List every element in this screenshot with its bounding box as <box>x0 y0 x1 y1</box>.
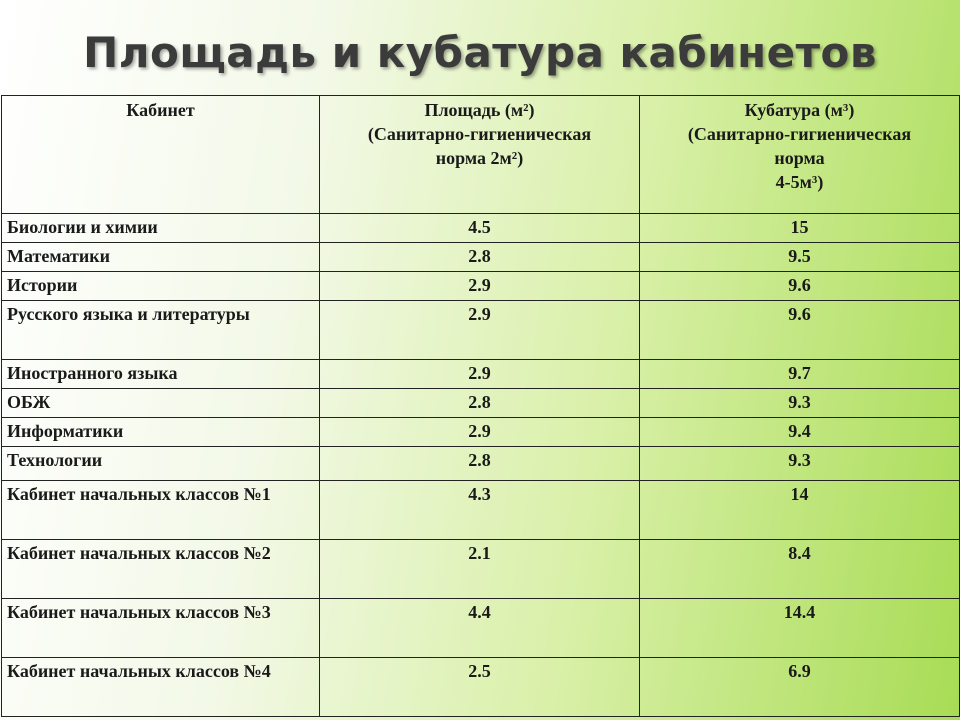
header-volume-line: Кубатура (м³) <box>744 100 855 120</box>
room-name: Информатики <box>2 418 320 447</box>
room-volume: 9.5 <box>640 243 960 272</box>
table-row <box>2 243 960 272</box>
room-area: 2.9 <box>320 418 640 447</box>
room-volume: 9.3 <box>640 389 960 418</box>
header-volume-line: норма <box>774 148 825 168</box>
room-volume: 6.9 <box>640 658 960 717</box>
header-area <box>320 96 640 214</box>
room-area: 2.1 <box>320 540 640 599</box>
header-area-line: норма 2м²) <box>435 148 524 168</box>
room-volume: 14 <box>640 481 960 540</box>
room-name: Математики <box>2 243 320 272</box>
header-area-line: Площадь (м²) <box>424 100 535 120</box>
table-row <box>2 360 960 389</box>
header-volume-line: (Санитарно-гигиеническая <box>687 124 912 144</box>
page-title: Площадь и кубатура кабинетов <box>83 28 877 77</box>
room-area: 2.9 <box>320 360 640 389</box>
header-volume-line: 4-5м³) <box>775 172 824 192</box>
room-area: 2.8 <box>320 447 640 481</box>
room-volume: 9.6 <box>640 301 960 360</box>
table-row <box>2 540 960 599</box>
header-room <box>2 96 320 214</box>
table-row <box>2 658 960 717</box>
room-volume: 14.4 <box>640 599 960 658</box>
room-name: Кабинет начальных классов №4 <box>2 658 320 717</box>
room-volume: 15 <box>640 214 960 243</box>
room-name: Технологии <box>2 447 320 481</box>
room-area: 2.9 <box>320 272 640 301</box>
room-name: Кабинет начальных классов №3 <box>2 599 320 658</box>
table-row <box>2 214 960 243</box>
header-area-line: (Санитарно-гигиеническая <box>367 124 592 144</box>
room-name: Иностранного языка <box>2 360 320 389</box>
room-name: Истории <box>2 272 320 301</box>
table-row <box>2 599 960 658</box>
room-name: Биологии и химии <box>2 214 320 243</box>
room-area: 4.5 <box>320 214 640 243</box>
room-area: 4.3 <box>320 481 640 540</box>
header-volume <box>640 96 960 214</box>
table-row <box>2 481 960 540</box>
room-name: Русского языка и литературы <box>2 301 320 360</box>
room-volume: 9.7 <box>640 360 960 389</box>
table-row <box>2 447 960 481</box>
room-area: 4.4 <box>320 599 640 658</box>
rooms-table <box>1 95 960 717</box>
room-name: Кабинет начальных классов №2 <box>2 540 320 599</box>
room-area: 2.8 <box>320 389 640 418</box>
room-volume: 9.3 <box>640 447 960 481</box>
room-volume: 8.4 <box>640 540 960 599</box>
room-name: ОБЖ <box>2 389 320 418</box>
room-volume: 9.4 <box>640 418 960 447</box>
table-row <box>2 272 960 301</box>
table-row <box>2 389 960 418</box>
room-area: 2.9 <box>320 301 640 360</box>
room-name: Кабинет начальных классов №1 <box>2 481 320 540</box>
table-header-row <box>2 96 960 214</box>
room-area: 2.8 <box>320 243 640 272</box>
header-room-line: Кабинет <box>126 100 195 120</box>
table-row <box>2 301 960 360</box>
room-area: 2.5 <box>320 658 640 717</box>
room-volume: 9.6 <box>640 272 960 301</box>
table-row <box>2 418 960 447</box>
